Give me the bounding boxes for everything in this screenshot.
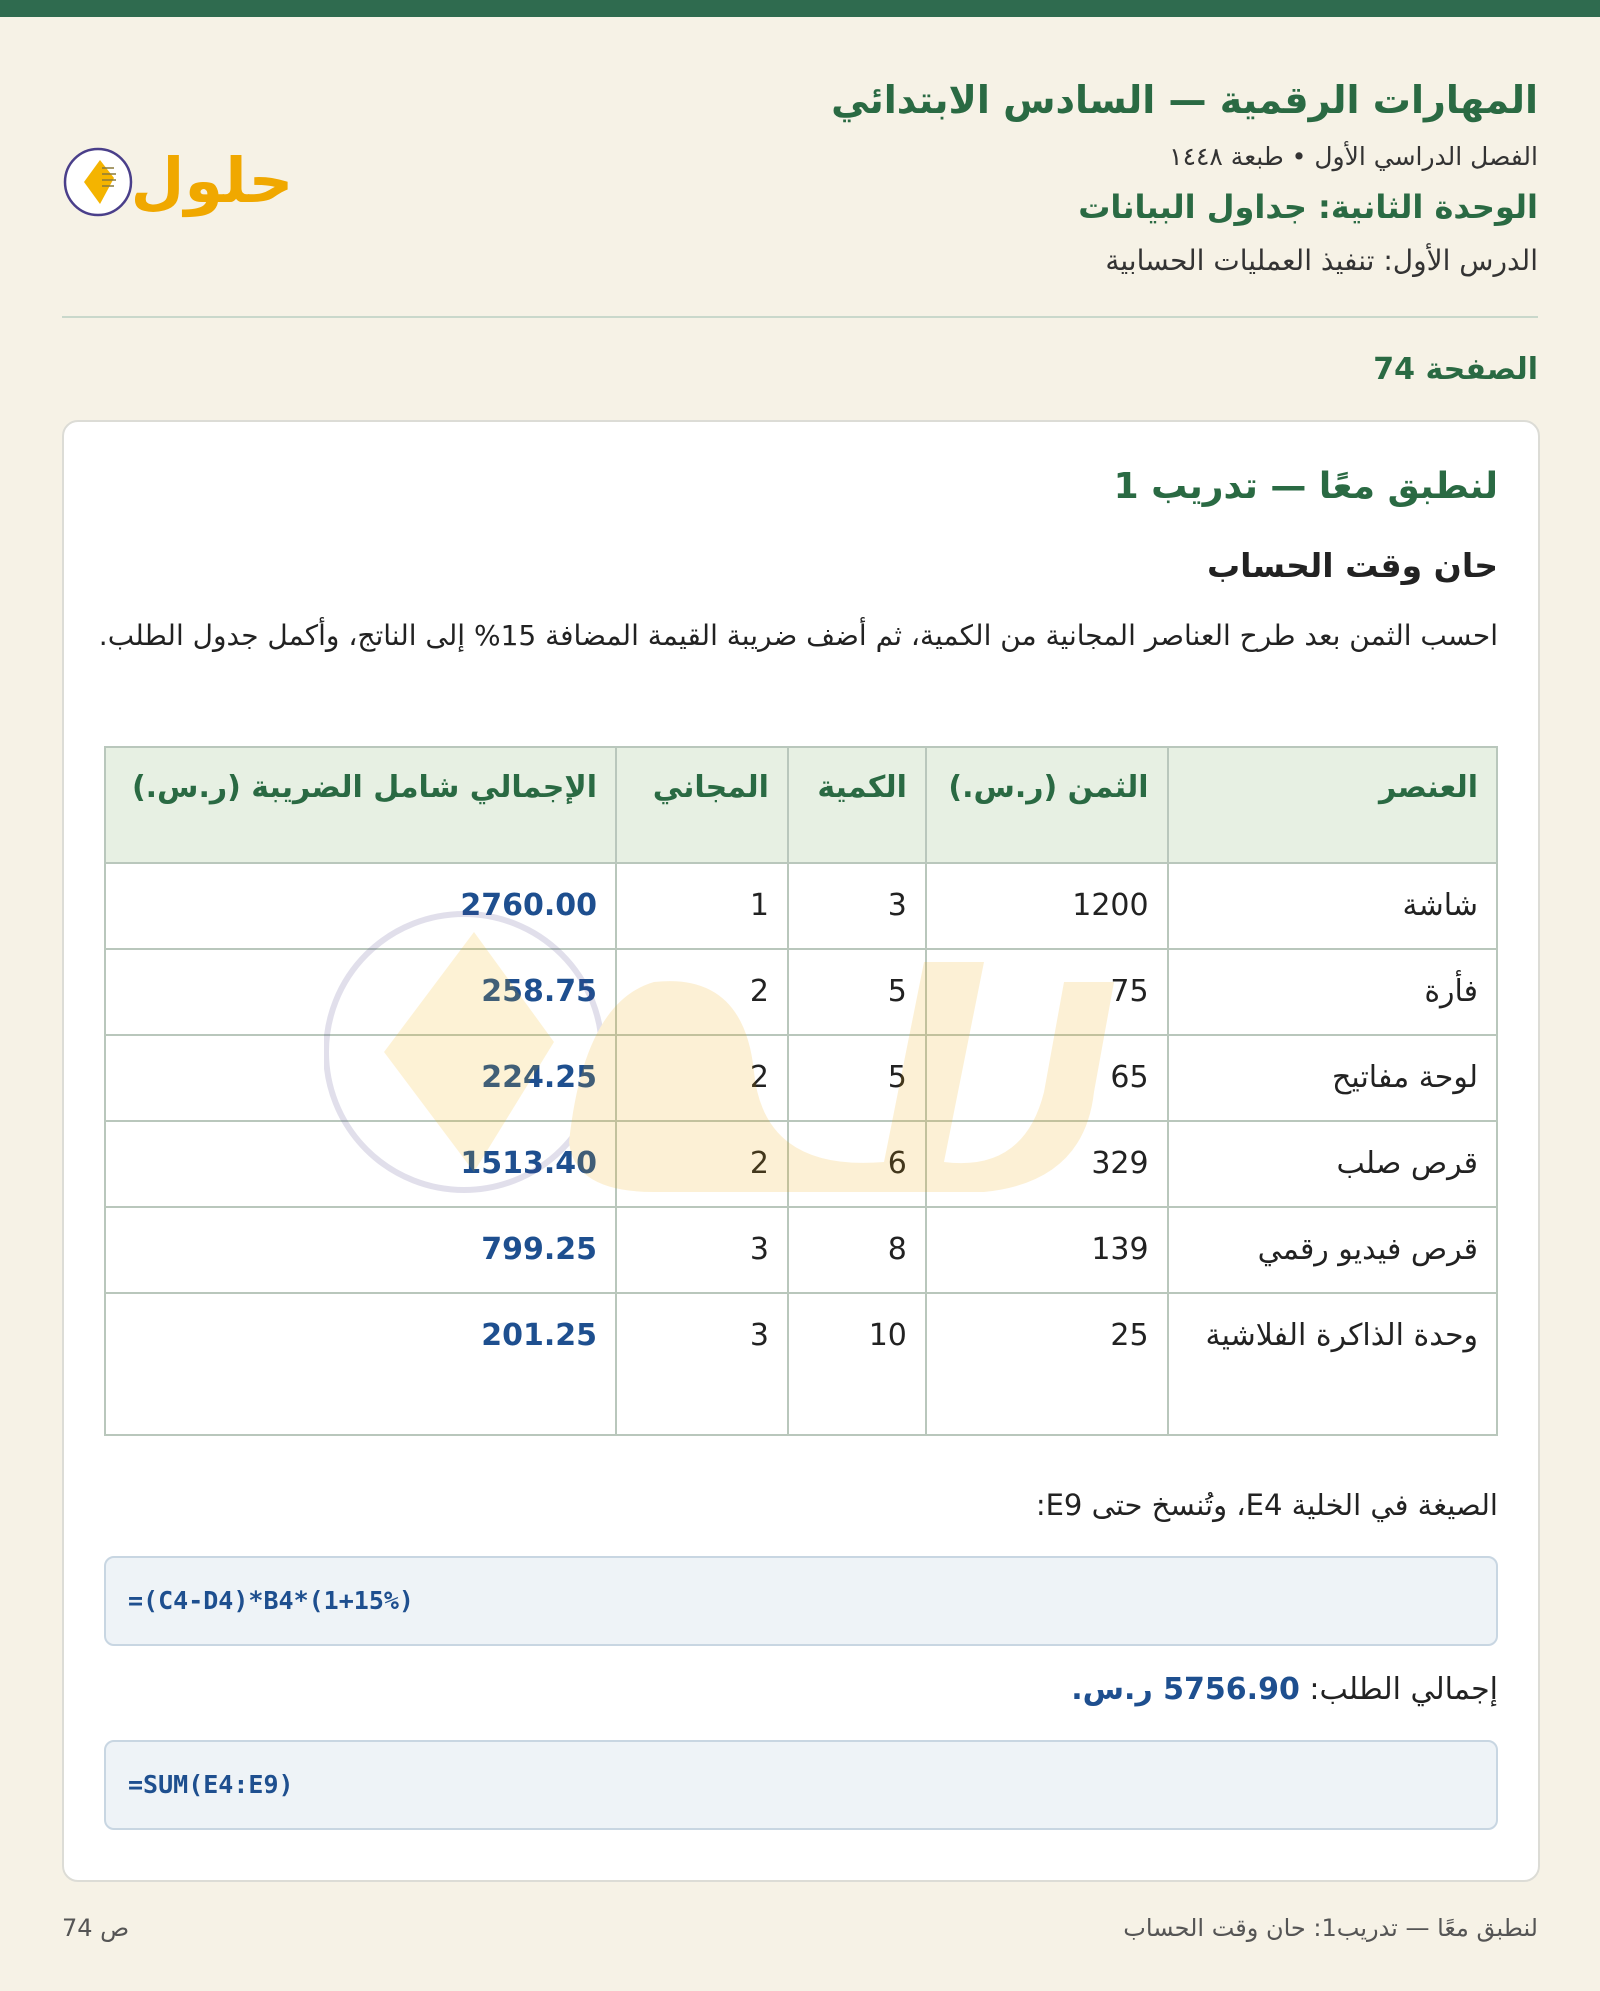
cell-free: 3 xyxy=(616,1293,788,1435)
header-free: المجاني xyxy=(616,747,788,863)
header-total: الإجمالي شامل الضريبة (ر.س.) xyxy=(105,747,616,863)
cell-free: 2 xyxy=(616,949,788,1035)
cell-price: 139 xyxy=(926,1207,1168,1293)
cell-free: 2 xyxy=(616,1121,788,1207)
table-row xyxy=(105,1035,1497,1121)
order-table xyxy=(104,746,1498,1436)
semester-edition: الفصل الدراسي الأول • طبعة ١٤٤٨ xyxy=(1169,142,1538,171)
header-divider xyxy=(62,316,1538,318)
page-number-label: الصفحة 74 xyxy=(1373,352,1538,387)
exercise-title: لنطبق معًا — تدريب 1 xyxy=(1113,466,1498,507)
cell-qty: 5 xyxy=(788,1035,926,1121)
cell-total: 258.75 xyxy=(105,949,616,1035)
cell-free: 3 xyxy=(616,1207,788,1293)
cell-free: 2 xyxy=(616,1035,788,1121)
cell-total: 799.25 xyxy=(105,1207,616,1293)
cell-price: 1200 xyxy=(926,863,1168,949)
table-row xyxy=(105,1121,1497,1207)
cell-free: 1 xyxy=(616,863,788,949)
sum-formula-code-box: =SUM(E4:E9) xyxy=(104,1740,1498,1830)
formula-code-box: =(C4-D4)*B4*(1+15%) xyxy=(104,1556,1498,1646)
svg-text:حلول: حلول xyxy=(130,144,294,217)
cell-item: قرص صلب xyxy=(1168,1121,1497,1207)
cell-total: 201.25 xyxy=(105,1293,616,1435)
cell-item: شاشة xyxy=(1168,863,1497,949)
grand-total xyxy=(1071,1672,1498,1707)
table-row xyxy=(105,1207,1497,1293)
header-qty: الكمية xyxy=(788,747,926,863)
hulul-logo xyxy=(62,128,294,228)
exercise-card xyxy=(62,420,1540,1882)
cell-total: 1513.40 xyxy=(105,1121,616,1207)
top-accent-bar xyxy=(0,0,1600,17)
formula-label: الصيغة في الخلية E4، وتُنسخ حتى E9: xyxy=(1035,1488,1498,1522)
cell-qty: 8 xyxy=(788,1207,926,1293)
cell-total: 224.25 xyxy=(105,1035,616,1121)
table-row xyxy=(105,1293,1497,1435)
cell-price: 75 xyxy=(926,949,1168,1035)
table-header-row xyxy=(105,747,1497,863)
exercise-description: احسب الثمن بعد طرح العناصر المجانية من الكمية، ثم أضف ضريبة القيمة المضافة 15% إلى الناتج، وأكمل جدول الطلب. xyxy=(98,619,1498,652)
footer-caption: لنطبق معًا — تدريب1: حان وقت الحساب xyxy=(1123,1914,1538,1942)
table-row xyxy=(105,949,1497,1035)
cell-qty: 6 xyxy=(788,1121,926,1207)
cell-qty: 10 xyxy=(788,1293,926,1435)
grand-total-label: إجمالي الطلب: xyxy=(1309,1672,1498,1707)
header-price: الثمن (ر.س.) xyxy=(926,747,1168,863)
cell-price: 25 xyxy=(926,1293,1168,1435)
exercise-subtitle: حان وقت الحساب xyxy=(1207,546,1498,585)
cell-qty: 3 xyxy=(788,863,926,949)
grand-total-value: 5756.90 ر.س. xyxy=(1071,1672,1300,1707)
cell-item: فأرة xyxy=(1168,949,1497,1035)
lesson-title: الدرس الأول: تنفيذ العمليات الحسابية xyxy=(1105,244,1538,277)
cell-price: 329 xyxy=(926,1121,1168,1207)
book-title: المهارات الرقمية — السادس الابتدائي xyxy=(831,78,1538,122)
unit-title: الوحدة الثانية: جداول البيانات xyxy=(1078,188,1538,226)
cell-item: وحدة الذاكرة الفلاشية xyxy=(1168,1293,1497,1435)
table-row xyxy=(105,863,1497,949)
header-item: العنصر xyxy=(1168,747,1497,863)
cell-price: 65 xyxy=(926,1035,1168,1121)
cell-total: 2760.00 xyxy=(105,863,616,949)
cell-item: لوحة مفاتيح xyxy=(1168,1035,1497,1121)
cell-item: قرص فيديو رقمي xyxy=(1168,1207,1497,1293)
footer-page-number: ص 74 xyxy=(62,1914,130,1942)
cell-qty: 5 xyxy=(788,949,926,1035)
page-header xyxy=(62,72,1538,277)
